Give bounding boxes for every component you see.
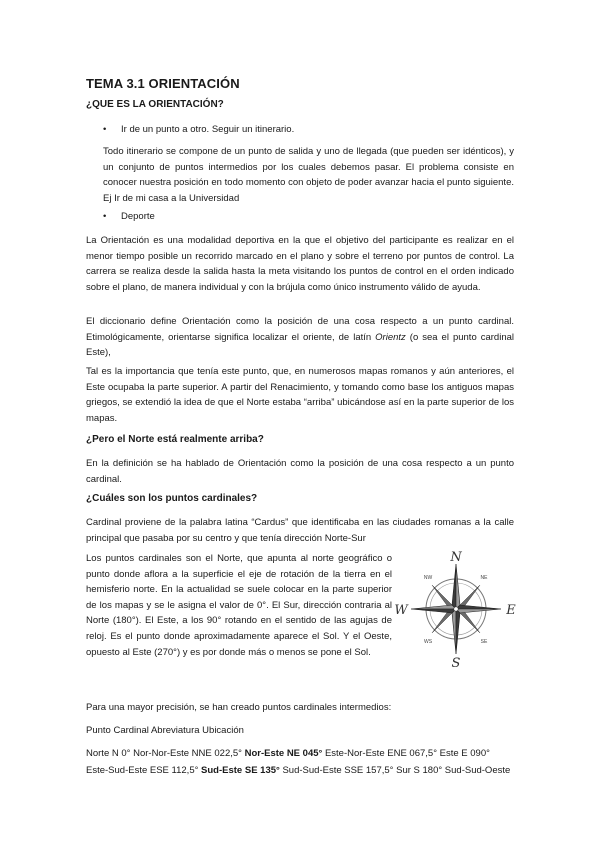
bullet-dot-icon: • <box>103 124 107 135</box>
text-span: (o sea el punto cardinal Este), <box>86 331 514 359</box>
page-title: TEMA 3.1 ORIENTACIÓN <box>86 76 240 91</box>
text-span: Norte N 0° Nor-Nor-Este NNE 022,5° <box>86 748 245 759</box>
heading-norte-arriba: ¿Pero el Norte está realmente arriba? <box>86 434 264 445</box>
heading-que-es: ¿QUE ES LA ORIENTACIÓN? <box>86 99 224 110</box>
paragraph-cardinal: Cardinal proviene de la palabra latina “Cardus” que identificaba en las ciudades romanas a la calle principal que pasaba por su centro y que tenía dirección Norte-Sur <box>86 517 514 544</box>
italic-term: Orientz <box>375 331 406 343</box>
compass-label-w: W <box>394 603 408 618</box>
compass-label-se: SE <box>480 639 488 645</box>
cardinal-line-2 <box>86 763 514 779</box>
bullet-item-deporte <box>103 211 155 222</box>
compass-label-ws: WS <box>423 639 433 645</box>
text-span: Sud-Sud-Este SSE 157,5° Sur S 180° Sud-Sud-Oeste <box>279 765 511 776</box>
heading-puntos-cardinales: ¿Cuáles son los puntos cardinales? <box>86 493 258 504</box>
cardinal-line-1 <box>86 746 514 762</box>
bold-term: Sud-Este SE 135° <box>201 765 280 776</box>
bold-term: Nor-Este NE 045° <box>244 748 323 759</box>
bullet-item-itinerario <box>103 124 294 135</box>
paragraph-diccionario <box>86 314 514 361</box>
compass-label-s: S <box>451 656 461 668</box>
bullet-dot-icon: • <box>103 211 107 222</box>
compass-label-n: N <box>450 550 462 565</box>
paragraph-puntos: Los puntos cardinales son el Norte, que apunta al norte geográfico o punto donde aflora a la superficie el eje de rotación de la tierra en el hemisferio norte. En la actualidad se suele colocar en la parte superior de los mapas y se le asigna el valor de 0°. El Sur, dirección contraria al Norte (180°). El Este, a los 90° rotando en el sentido de las agujas de reloj. Es el punto donde aproximadamente aparece el Sol. Y el Oeste, opuesto al Este (270°) y es por donde más o menos se pone el Sol. <box>86 553 392 658</box>
compass-label-e: E <box>506 603 516 618</box>
compass-rose-icon <box>394 550 518 668</box>
bullet-text: Deporte <box>121 211 155 222</box>
text-span: Este-Sud-Este ESE 112,5° <box>86 765 202 776</box>
text-span: El diccionario define Orientación como la posición de una cosa respecto a un punto cardinal. Etimológicamente, orientarse significa localizar el oriente, de latín <box>86 316 514 343</box>
compass-label-nw: NW <box>423 575 433 581</box>
table-header: Punto Cardinal Abreviatura Ubicación <box>86 725 244 736</box>
bullet-text: Ir de un punto a otro. Seguir un itinerario. <box>121 124 295 135</box>
compass-label-ne: NE <box>480 575 488 581</box>
paragraph-itinerario: Todo itinerario se compone de un punto de salida y uno de llegada (que pueden ser idénticos), y un conjunto de puntos intermedios por los cuales debemos pasar. El problema consiste en conocer nuestra posición en todo momento con objeto de poder avanzar hacia el punto siguiente. Ej Ir de mi casa a la Universidad <box>103 146 514 204</box>
text-span: Este-Nor-Este ENE 067,5° Este E 090° <box>322 748 490 759</box>
paragraph-importancia: Tal es la importancia que tenía este punto, que, en numerosos mapas romanos y aún anteriores, el Este ocupaba la parte superior. A partir del Renacimiento, y tomando como base los antiguos mapas griegos, se extendió la idea de que el Norte estaba “arriba” ubicándose así en la parte superior de los mapas. <box>86 366 514 424</box>
paragraph-definicion: En la definición se ha hablado de Orientación como la posición de una cosa respecto a un punto cardinal. <box>86 458 514 485</box>
paragraph-deporte: La Orientación es una modalidad deportiva en la que el objetivo del participante es realizar en el menor tiempo posible un recorrido marcado en el plano y sobre el terreno por puntos de control. La carrera se realiza desde la salida hasta la meta visitando los puntos de control en el orden indicado sobre el plano, de manera individual y con la brújula como único instrumento válido de ayuda. <box>86 235 514 293</box>
paragraph-precision: Para una mayor precisión, se han creado puntos cardinales intermedios: <box>86 702 392 713</box>
